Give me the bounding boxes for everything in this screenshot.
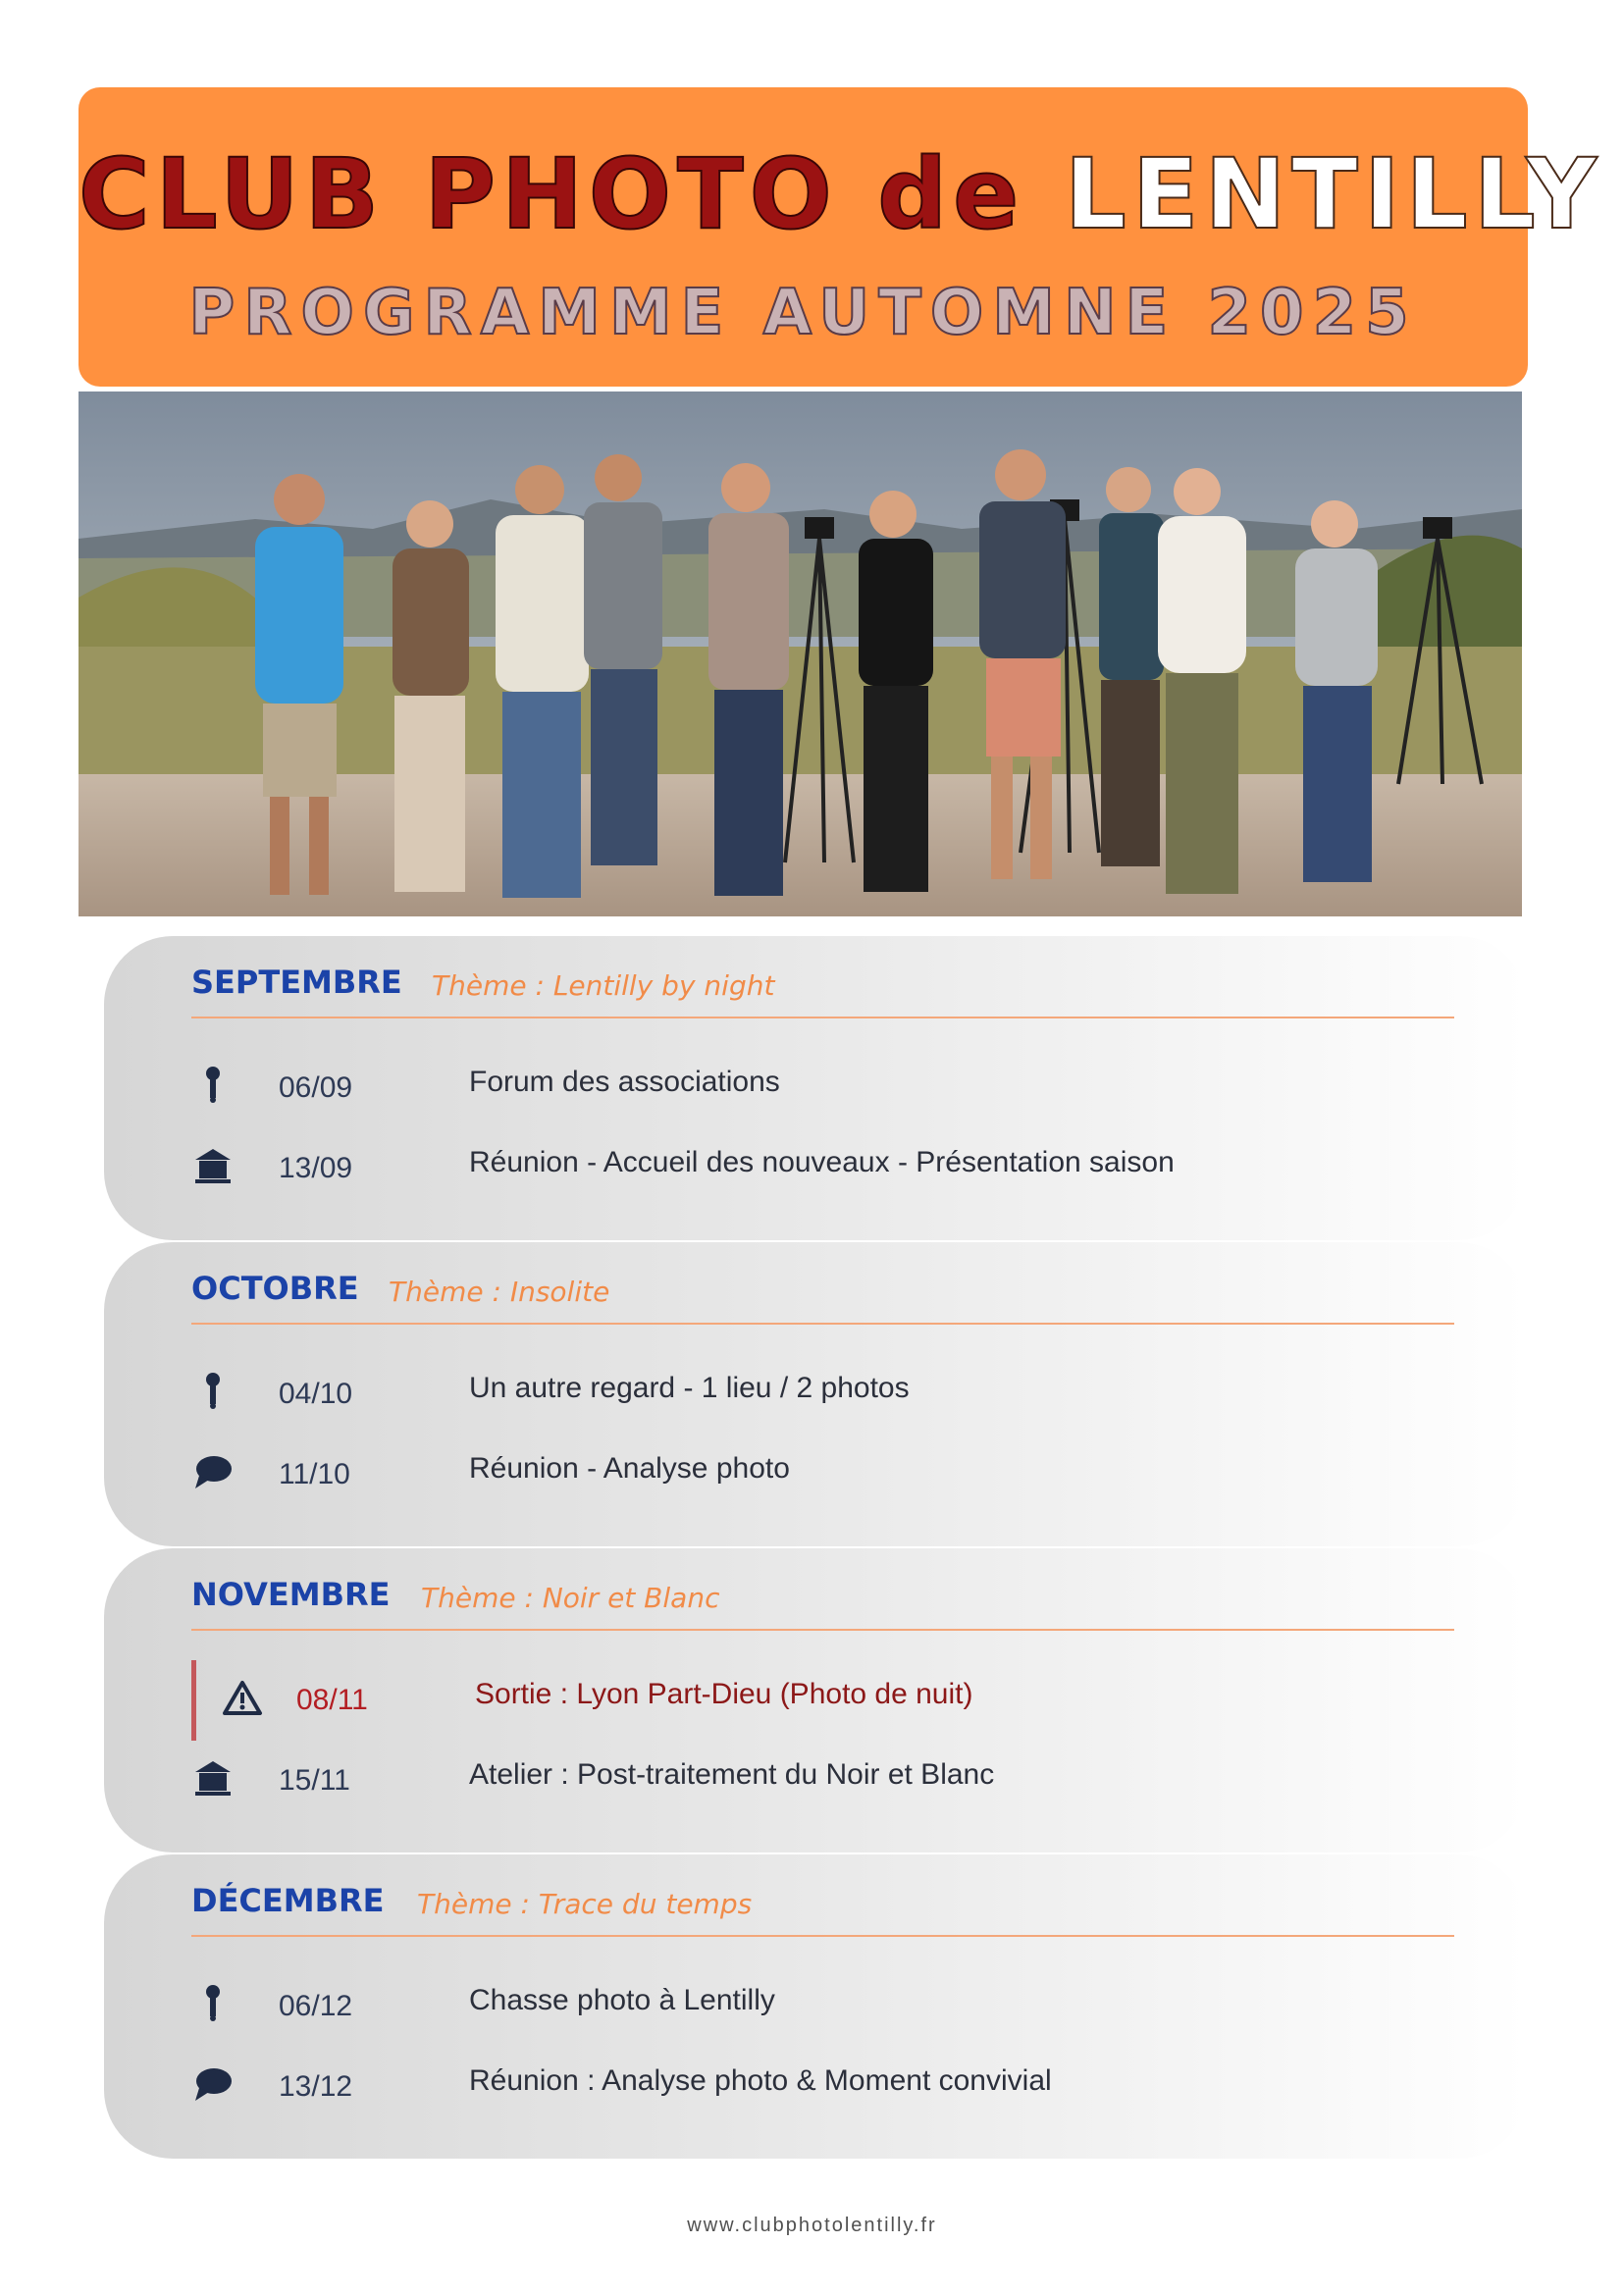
event-title: Chasse photo à Lentilly xyxy=(469,1984,775,2016)
month-card-novembre xyxy=(104,1548,1527,1852)
event-date: 08/11 xyxy=(296,1684,368,1716)
event-date: 06/09 xyxy=(279,1071,353,1104)
footer-website-link[interactable]: www.clubphotolentilly.fr xyxy=(687,2215,937,2236)
program-subtitle: PROGRAMME AUTOMNE 2025 xyxy=(188,277,1418,349)
event-row xyxy=(191,1448,1467,1497)
month-card-septembre xyxy=(104,936,1527,1240)
header-banner xyxy=(79,87,1603,387)
event-title: Forum des associations xyxy=(469,1066,780,1098)
event-date: 11/10 xyxy=(279,1458,350,1490)
event-date: 06/12 xyxy=(279,1990,353,2022)
event-row xyxy=(191,1368,1467,1417)
event-row xyxy=(191,1062,1467,1111)
pin-icon xyxy=(191,1984,235,2023)
month-card-octobre xyxy=(104,1242,1527,1546)
building-icon xyxy=(191,1146,235,1185)
month-card-decembre xyxy=(104,1854,1527,2159)
month-theme: Thème : Lentilly by night xyxy=(432,969,775,1002)
event-title: Réunion - Accueil des nouveaux - Présentation saison xyxy=(469,1146,1175,1178)
month-header xyxy=(191,1882,1454,1937)
month-name: DÉCEMBRE xyxy=(191,1882,385,1919)
building-icon xyxy=(191,1758,235,1798)
group-photo-illustration xyxy=(79,391,1522,916)
speech-bubble-icon xyxy=(191,1452,235,1491)
event-title: Un autre regard - 1 lieu / 2 photos xyxy=(469,1372,910,1404)
title-lentilly: LENTILLY xyxy=(1064,138,1603,251)
event-row xyxy=(191,1980,1467,2029)
event-date: 04/10 xyxy=(279,1378,353,1410)
month-header xyxy=(191,1270,1454,1325)
speech-bubble-icon xyxy=(191,2064,235,2104)
alert-bar xyxy=(191,1660,196,1741)
month-name: SEPTEMBRE xyxy=(191,964,402,1001)
event-row xyxy=(191,1142,1467,1191)
event-date: 15/11 xyxy=(279,1764,350,1797)
month-name: NOVEMBRE xyxy=(191,1576,391,1613)
event-title: Atelier : Post-traitement du Noir et Blanc xyxy=(469,1758,995,1791)
month-name: OCTOBRE xyxy=(191,1270,359,1307)
event-date: 13/09 xyxy=(279,1152,353,1184)
event-date: 13/12 xyxy=(279,2070,353,2103)
month-header xyxy=(191,1576,1454,1631)
pin-icon xyxy=(191,1372,235,1411)
month-header xyxy=(191,964,1454,1018)
month-theme: Thème : Trace du temps xyxy=(417,1888,753,1920)
event-title: Réunion : Analyse photo & Moment convivial xyxy=(469,2064,1052,2097)
group-photo xyxy=(79,391,1522,916)
event-title: Sortie : Lyon Part-Dieu (Photo de nuit) xyxy=(475,1678,973,1710)
club-title xyxy=(79,138,1603,251)
event-row-highlighted xyxy=(191,1674,1467,1723)
month-theme: Thème : Noir et Blanc xyxy=(421,1582,720,1614)
event-title: Réunion - Analyse photo xyxy=(469,1452,790,1485)
pin-icon xyxy=(191,1066,235,1105)
warning-icon xyxy=(221,1678,264,1717)
month-theme: Thème : Insolite xyxy=(389,1276,610,1308)
event-row xyxy=(191,2061,1467,2110)
title-club-photo: CLUB PHOTO de xyxy=(79,138,1025,251)
event-row xyxy=(191,1754,1467,1803)
